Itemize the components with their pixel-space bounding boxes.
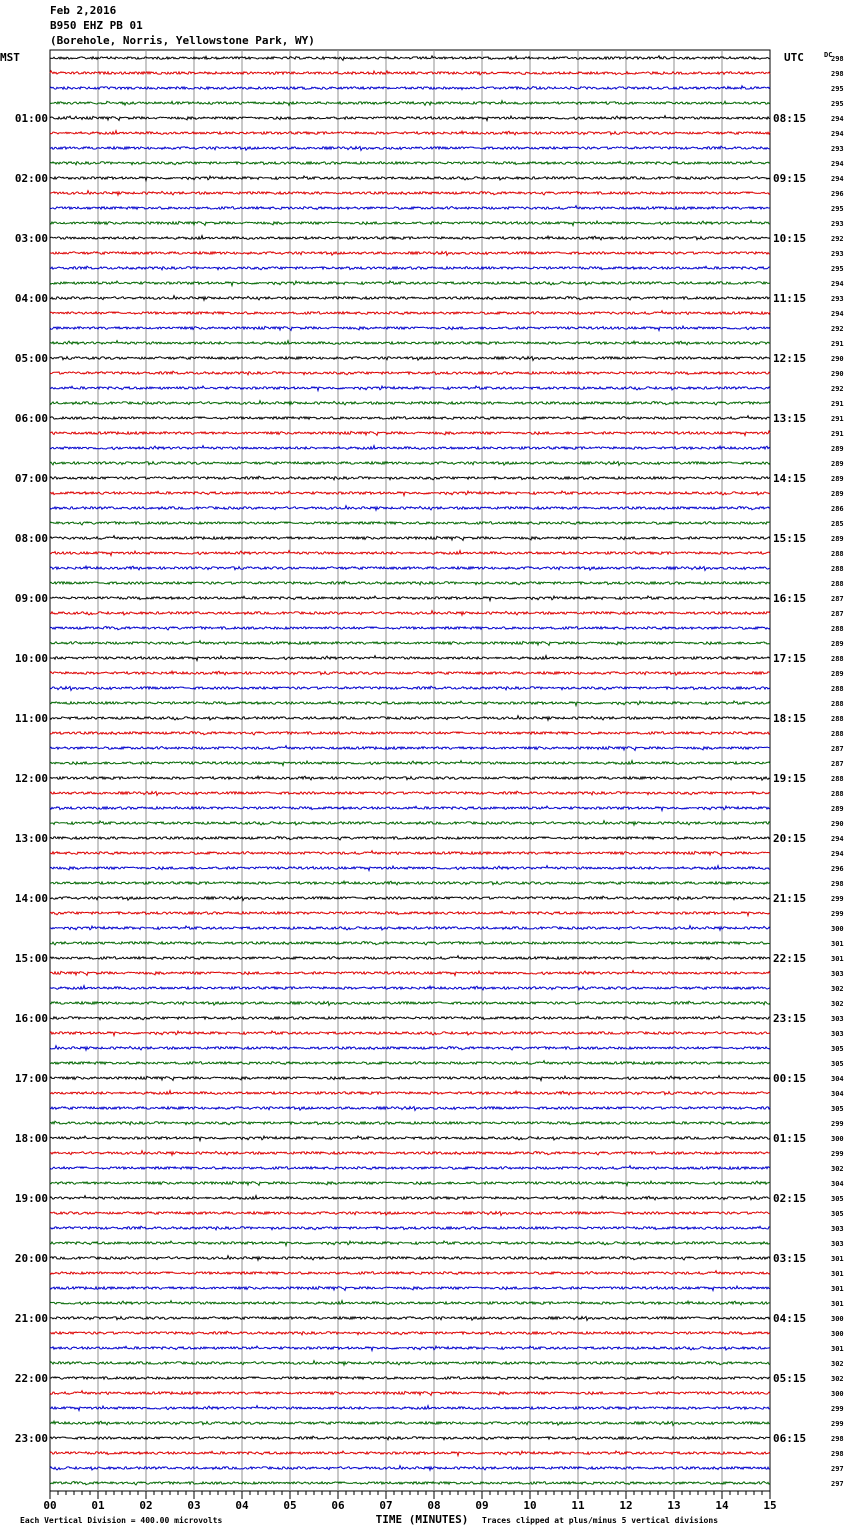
seismic-trace <box>50 971 770 976</box>
dc-offset-label: 296 <box>831 190 844 198</box>
dc-offset-label: 293 <box>831 145 844 153</box>
dc-offset-label: 301 <box>831 1300 844 1308</box>
dc-offset-label: 302 <box>831 1375 844 1383</box>
dc-offset-label: 298 <box>831 1435 844 1443</box>
chart-date: Feb 2,2016 <box>50 4 117 17</box>
dc-offset-label: 295 <box>831 100 844 108</box>
mst-hour-label: 08:00 <box>14 532 48 545</box>
seismic-trace <box>50 252 770 256</box>
vertical-division-note: Each Vertical Division = 400.00 microvolts <box>20 1516 223 1525</box>
utc-hour-label: 21:15 <box>773 892 807 905</box>
utc-hour-label: 10:15 <box>773 232 807 245</box>
seismic-trace <box>50 776 770 780</box>
dc-offset-label: 304 <box>831 1075 844 1083</box>
x-tick-label: 08 <box>427 1499 441 1512</box>
dc-offset-label: 299 <box>831 1120 844 1128</box>
mst-hour-label: 19:00 <box>14 1192 48 1205</box>
utc-hour-label: 23:15 <box>773 1012 807 1025</box>
dc-offset-label: 303 <box>831 970 844 978</box>
x-tick-label: 02 <box>139 1499 153 1512</box>
seismic-trace <box>50 1196 770 1200</box>
seismic-trace <box>50 1406 770 1411</box>
x-tick-label: 14 <box>715 1499 729 1512</box>
dc-offset-label: 298 <box>831 70 844 78</box>
dc-offset-label: 289 <box>831 460 844 468</box>
seismic-trace <box>50 686 770 690</box>
seismic-trace <box>50 881 770 885</box>
seismic-trace <box>50 896 770 900</box>
dc-offset-label: 293 <box>831 295 844 303</box>
utc-hour-label: 13:15 <box>773 412 807 425</box>
mst-hour-label: 05:00 <box>14 352 48 365</box>
dc-offset-label: 295 <box>831 205 844 213</box>
dc-offset-label: 291 <box>831 430 844 438</box>
seismic-trace <box>50 821 770 826</box>
utc-hour-label: 03:15 <box>773 1252 807 1265</box>
utc-hour-label: 01:15 <box>773 1132 807 1145</box>
seismic-trace <box>50 371 770 375</box>
seismic-trace <box>50 1212 770 1216</box>
utc-hour-label: 02:15 <box>773 1192 807 1205</box>
dc-offset-label: 299 <box>831 1405 844 1413</box>
seismic-trace <box>50 221 770 226</box>
seismic-trace <box>50 431 770 435</box>
dc-offset-label: 301 <box>831 1255 844 1263</box>
seismic-trace <box>50 131 770 135</box>
seismic-trace <box>50 1241 770 1246</box>
seismic-trace <box>50 566 770 570</box>
dc-offset-label: 291 <box>831 415 844 423</box>
mst-hour-label: 10:00 <box>14 652 48 665</box>
seismic-trace <box>50 116 770 121</box>
seismic-trace <box>50 1031 770 1036</box>
dc-offset-label: 305 <box>831 1045 844 1053</box>
mst-hour-label: 04:00 <box>14 292 48 305</box>
seismic-trace <box>50 1076 770 1081</box>
utc-hour-label: 18:15 <box>773 712 807 725</box>
seismic-trace <box>50 701 770 706</box>
dc-offset-label: 290 <box>831 355 844 363</box>
seismic-trace <box>50 311 770 315</box>
seismic-trace <box>50 581 770 585</box>
seismic-trace <box>50 56 770 61</box>
seismic-trace <box>50 866 770 871</box>
seismic-trace <box>50 71 770 75</box>
station-location: (Borehole, Norris, Yellowstone Park, WY) <box>50 34 315 47</box>
seismic-trace <box>50 746 770 751</box>
dc-offset-label: 294 <box>831 280 844 288</box>
seismic-trace <box>50 1166 770 1170</box>
dc-offset-label: 294 <box>831 160 844 168</box>
seismic-trace <box>50 1046 770 1051</box>
seismic-trace <box>50 1001 770 1005</box>
seismic-trace <box>50 1061 770 1065</box>
dc-offset-label: 291 <box>831 340 844 348</box>
seismic-trace <box>50 611 770 616</box>
seismic-trace <box>50 386 770 391</box>
dc-offset-label: 301 <box>831 1285 844 1293</box>
x-tick-label: 04 <box>235 1499 249 1512</box>
dc-column-title: DC <box>824 51 833 59</box>
seismic-trace <box>50 1466 770 1471</box>
mst-hour-label: 16:00 <box>14 1012 48 1025</box>
seismic-trace <box>50 446 770 450</box>
seismic-trace <box>50 1136 770 1141</box>
seismic-trace <box>50 1226 770 1230</box>
dc-offset-label: 302 <box>831 1165 844 1173</box>
utc-hour-label: 08:15 <box>773 112 807 125</box>
dc-offset-label: 303 <box>831 1030 844 1038</box>
seismic-trace <box>50 656 770 661</box>
seismic-trace <box>50 836 770 840</box>
dc-offset-label: 289 <box>831 640 844 648</box>
seismic-trace <box>50 491 770 496</box>
seismic-trace <box>50 1016 770 1020</box>
seismic-trace <box>50 206 770 210</box>
dc-offset-label: 287 <box>831 760 844 768</box>
dc-offset-label: 302 <box>831 985 844 993</box>
seismic-trace <box>50 536 770 541</box>
dc-offset-label: 299 <box>831 1150 844 1158</box>
seismic-trace <box>50 1391 770 1396</box>
dc-offset-label: 288 <box>831 550 844 558</box>
dc-offset-label: 288 <box>831 775 844 783</box>
seismic-trace <box>50 1256 770 1261</box>
x-tick-label: 03 <box>187 1499 201 1512</box>
dc-offset-label: 304 <box>831 1090 844 1098</box>
dc-offset-label: 305 <box>831 1105 844 1113</box>
seismic-trace <box>50 416 770 420</box>
mst-hour-label: 13:00 <box>14 832 48 845</box>
utc-hour-label: 11:15 <box>773 292 807 305</box>
dc-offset-label: 301 <box>831 1270 844 1278</box>
clipping-note: Traces clipped at plus/minus 5 vertical divisions <box>482 1516 719 1525</box>
dc-offset-label: 295 <box>831 265 844 273</box>
seismic-trace <box>50 851 770 856</box>
dc-offset-label: 288 <box>831 625 844 633</box>
utc-hour-label: 00:15 <box>773 1072 807 1085</box>
dc-offset-label: 287 <box>831 595 844 603</box>
x-tick-label: 12 <box>619 1499 633 1512</box>
seismic-trace <box>50 551 770 556</box>
utc-hour-label: 09:15 <box>773 172 807 185</box>
x-tick-label: 07 <box>379 1499 393 1512</box>
dc-offset-label: 299 <box>831 1420 844 1428</box>
seismic-trace <box>50 641 770 646</box>
seismic-trace <box>50 176 770 181</box>
seismic-trace <box>50 326 770 330</box>
dc-offset-label: 297 <box>831 1480 844 1488</box>
dc-offset-label: 291 <box>831 400 844 408</box>
seismic-trace <box>50 926 770 931</box>
dc-offset-label: 290 <box>831 820 844 828</box>
seismic-trace <box>50 761 770 766</box>
dc-offset-label: 288 <box>831 565 844 573</box>
dc-offset-label: 288 <box>831 715 844 723</box>
seismic-trace <box>50 1091 770 1095</box>
dc-offset-label: 294 <box>831 175 844 183</box>
utc-hour-label: 19:15 <box>773 772 807 785</box>
mst-hour-label: 06:00 <box>14 412 48 425</box>
dc-offset-label: 298 <box>831 1450 844 1458</box>
dc-offset-label: 285 <box>831 520 844 528</box>
dc-offset-label: 292 <box>831 325 844 333</box>
mst-hour-label: 02:00 <box>14 172 48 185</box>
seismic-trace <box>50 596 770 601</box>
dc-offset-label: 294 <box>831 115 844 123</box>
seismic-trace <box>50 161 770 165</box>
x-tick-label: 11 <box>571 1499 585 1512</box>
seismic-trace <box>50 1361 770 1366</box>
seismic-trace <box>50 626 770 630</box>
seismic-trace <box>50 86 770 90</box>
utc-hour-label: 14:15 <box>773 472 807 485</box>
dc-offset-label: 288 <box>831 730 844 738</box>
utc-hour-label: 20:15 <box>773 832 807 845</box>
dc-offset-label: 288 <box>831 790 844 798</box>
seismic-trace <box>50 956 770 960</box>
seismic-trace <box>50 806 770 811</box>
utc-hour-label: 17:15 <box>773 652 807 665</box>
mst-hour-label: 03:00 <box>14 232 48 245</box>
dc-offset-label: 292 <box>831 385 844 393</box>
dc-offset-label: 300 <box>831 1135 844 1143</box>
seismic-trace <box>50 1271 770 1275</box>
seismic-trace <box>50 146 770 150</box>
dc-offset-label: 294 <box>831 310 844 318</box>
dc-offset-label: 288 <box>831 700 844 708</box>
seismic-trace <box>50 236 770 240</box>
dc-offset-label: 289 <box>831 805 844 813</box>
seismic-trace <box>50 522 770 525</box>
dc-offset-label: 301 <box>831 1345 844 1353</box>
x-tick-label: 09 <box>475 1499 489 1512</box>
dc-offset-label: 286 <box>831 505 844 513</box>
mst-hour-label: 11:00 <box>14 712 48 725</box>
x-tick-label: 01 <box>91 1499 105 1512</box>
dc-offset-label: 289 <box>831 490 844 498</box>
dc-offset-label: 302 <box>831 1360 844 1368</box>
dc-offset-label: 292 <box>831 235 844 243</box>
seismic-trace <box>50 1286 770 1290</box>
utc-hour-label: 06:15 <box>773 1432 807 1445</box>
mst-hour-label: 23:00 <box>14 1432 48 1445</box>
dc-offset-label: 297 <box>831 1465 844 1473</box>
seismic-trace <box>50 1346 770 1351</box>
seismic-trace <box>50 1151 770 1156</box>
dc-offset-label: 303 <box>831 1240 844 1248</box>
dc-offset-label: 290 <box>831 370 844 378</box>
x-tick-label: 10 <box>523 1499 537 1512</box>
seismic-trace <box>50 506 770 511</box>
dc-offset-label: 289 <box>831 475 844 483</box>
x-axis-title: TIME (MINUTES) <box>375 1513 469 1526</box>
seismic-trace <box>50 191 770 196</box>
mst-hour-label: 18:00 <box>14 1132 48 1145</box>
mst-hour-label: 21:00 <box>14 1312 48 1325</box>
mst-hour-label: 15:00 <box>14 952 48 965</box>
mst-hour-label: 12:00 <box>14 772 48 785</box>
dc-offset-label: 293 <box>831 220 844 228</box>
x-tick-label: 15 <box>763 1499 777 1512</box>
mst-hour-label: 14:00 <box>14 892 48 905</box>
seismic-trace <box>50 341 770 345</box>
seismic-trace <box>50 731 770 735</box>
dc-offset-label: 299 <box>831 910 844 918</box>
dc-offset-label: 304 <box>831 1180 844 1188</box>
utc-hour-label: 12:15 <box>773 352 807 365</box>
seismic-trace <box>50 101 770 106</box>
seismic-trace <box>50 1451 770 1456</box>
dc-offset-label: 288 <box>831 580 844 588</box>
dc-offset-label: 288 <box>831 685 844 693</box>
dc-offset-label: 301 <box>831 940 844 948</box>
utc-hour-label: 15:15 <box>773 532 807 545</box>
dc-offset-label: 298 <box>831 880 844 888</box>
seismic-trace <box>50 791 770 795</box>
seismic-trace <box>50 986 770 990</box>
station-code: B950 EHZ PB 01 <box>50 19 143 32</box>
dc-offset-label: 287 <box>831 745 844 753</box>
seismic-trace <box>50 911 770 916</box>
dc-offset-label: 296 <box>831 865 844 873</box>
dc-offset-label: 289 <box>831 535 844 543</box>
x-tick-label: 05 <box>283 1499 297 1512</box>
dc-offset-label: 298 <box>831 55 844 63</box>
seismic-trace <box>50 462 770 466</box>
dc-offset-label: 299 <box>831 895 844 903</box>
seismic-trace <box>50 941 770 945</box>
dc-offset-label: 300 <box>831 1315 844 1323</box>
dc-offset-label: 305 <box>831 1195 844 1203</box>
dc-offset-label: 303 <box>831 1225 844 1233</box>
seismic-trace <box>50 401 770 406</box>
mst-hour-label: 01:00 <box>14 112 48 125</box>
mst-hour-label: 22:00 <box>14 1372 48 1385</box>
mst-hour-label: 20:00 <box>14 1252 48 1265</box>
dc-offset-label: 294 <box>831 130 844 138</box>
utc-hour-label: 05:15 <box>773 1372 807 1385</box>
seismic-trace <box>50 1377 770 1380</box>
mst-hour-label: 07:00 <box>14 472 48 485</box>
seismic-trace <box>50 476 770 480</box>
utc-hour-label: 16:15 <box>773 592 807 605</box>
seismic-trace <box>50 1421 770 1425</box>
dc-offset-label: 305 <box>831 1210 844 1218</box>
dc-offset-label: 293 <box>831 250 844 258</box>
dc-offset-label: 294 <box>831 835 844 843</box>
dc-offset-label: 303 <box>831 1015 844 1023</box>
dc-offset-label: 300 <box>831 1390 844 1398</box>
seismic-trace <box>50 716 770 721</box>
utc-hour-label: 04:15 <box>773 1312 807 1325</box>
seismic-trace <box>50 266 770 270</box>
seismic-trace <box>50 1107 770 1111</box>
seismic-trace <box>50 1331 770 1335</box>
seismic-trace <box>50 1481 770 1485</box>
dc-offset-label: 294 <box>831 850 844 858</box>
dc-offset-label: 302 <box>831 1000 844 1008</box>
x-tick-label: 13 <box>667 1499 681 1512</box>
seismic-trace <box>50 1301 770 1305</box>
seismic-trace <box>50 281 770 286</box>
seismic-trace <box>50 671 770 675</box>
x-tick-label: 00 <box>43 1499 57 1512</box>
mst-hour-label: 09:00 <box>14 592 48 605</box>
dc-offset-label: 295 <box>831 85 844 93</box>
seismic-trace <box>50 1436 770 1440</box>
right-axis-title: UTC <box>784 51 804 64</box>
dc-offset-label: 300 <box>831 925 844 933</box>
x-tick-label: 06 <box>331 1499 345 1512</box>
dc-offset-label: 289 <box>831 670 844 678</box>
seismic-trace <box>50 296 770 301</box>
mst-hour-label: 17:00 <box>14 1072 48 1085</box>
dc-offset-label: 305 <box>831 1060 844 1068</box>
seismic-trace <box>50 357 770 361</box>
dc-offset-label: 289 <box>831 445 844 453</box>
dc-offset-label: 300 <box>831 1330 844 1338</box>
dc-offset-label: 288 <box>831 655 844 663</box>
seismic-trace <box>50 1181 770 1185</box>
dc-offset-label: 301 <box>831 955 844 963</box>
dc-offset-label: 287 <box>831 610 844 618</box>
seismic-trace <box>50 1317 770 1321</box>
seismic-trace <box>50 1121 770 1125</box>
left-axis-title: MST <box>0 51 20 64</box>
utc-hour-label: 22:15 <box>773 952 807 965</box>
